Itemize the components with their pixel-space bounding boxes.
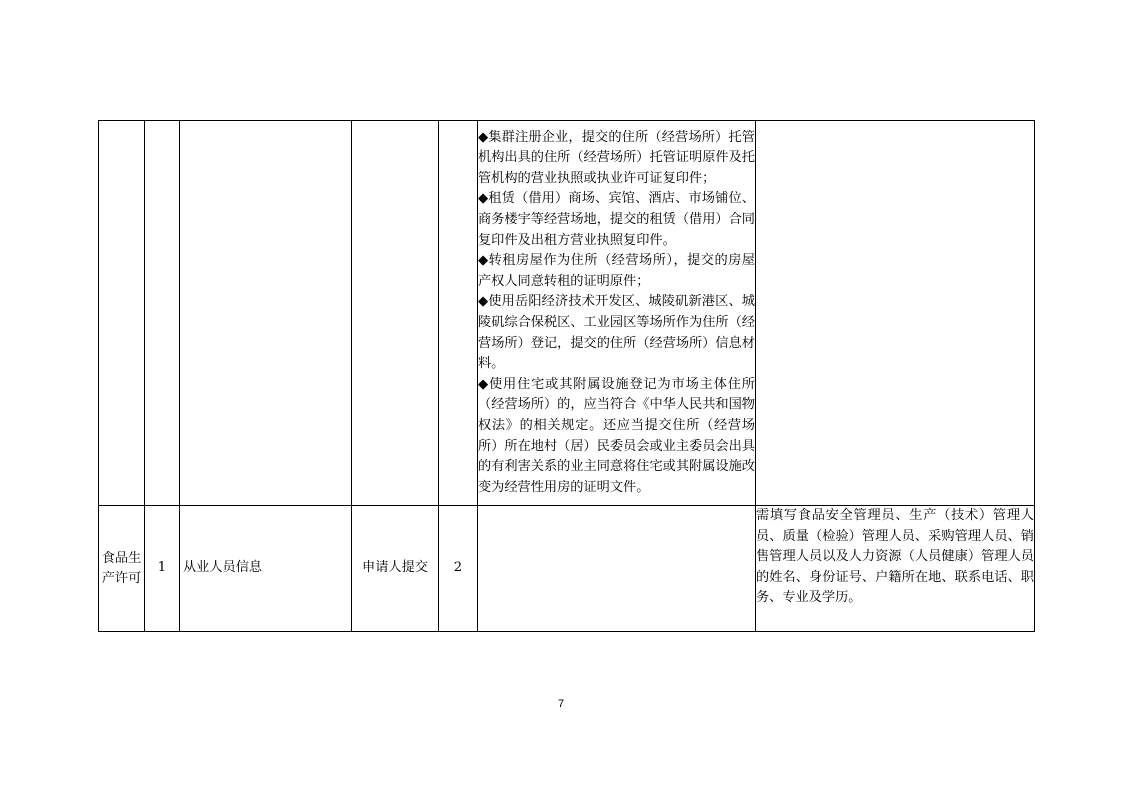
category-cell xyxy=(99,506,145,632)
category-cell xyxy=(99,121,145,506)
category-text: 食品生产许可 xyxy=(101,550,142,586)
material-name-cell: 从业人员信息 xyxy=(180,506,352,632)
table-row xyxy=(99,506,1035,632)
materials-table xyxy=(98,120,1035,632)
requirement-item-lease: ◆租赁（借用）商场、宾馆、酒店、市场铺位、商务楼宇等经营场地，提交的租赁（借用）合同复印件及出租方营业执照复印件。 xyxy=(478,191,755,248)
number-cell: 1 xyxy=(145,506,180,632)
requirement-item-residential-use: ◆使用住宅或其附属设施登记为市场主体住所（经营场所）的，应当符合《中华人民共和国物权法》的相关规定。还应当提交住所（经营场所）所在地村（居）民委员会或业主委员会出具的有利害关系的业主同意将住宅或其附属设施改变为经营性用房的证明文件。 xyxy=(478,376,755,495)
source-cell xyxy=(352,121,439,506)
copies-cell xyxy=(439,121,478,506)
requirements-cell xyxy=(478,121,756,506)
requirement-item-development-zone: ◆使用岳阳经济技术开发区、城陵矶新港区、城陵矶综合保税区、工业园区等场所作为住所（经营场所）登记，提交的住所（经营场所）信息材料。 xyxy=(478,294,755,372)
requirements-cell xyxy=(478,506,756,632)
table-row xyxy=(99,121,1035,506)
material-name-cell xyxy=(180,121,352,506)
requirement-item-hosted-registration: ◆集群注册企业，提交的住所（经营场所）托管机构出具的住所（经营场所）托管证明原件及托管机构的营业执照或执业许可证复印件； xyxy=(478,129,755,186)
page-number: 7 xyxy=(557,698,565,710)
note-cell: 需填写食品安全管理员、生产（技术）管理人员、质量（检验）管理人员、采购管理人员、销售管理人员以及人力资源（人员健康）管理人员的姓名、身份证号、户籍所在地、联系电话、职务、专业及学历。 xyxy=(756,506,1035,632)
copies-cell: 2 xyxy=(439,506,478,632)
source-cell: 申请人提交 xyxy=(352,506,439,632)
requirement-item-sublease: ◆转租房屋作为住所（经营场所），提交的房屋产权人同意转租的证明原件； xyxy=(478,253,755,289)
number-cell xyxy=(145,121,180,506)
note-cell xyxy=(756,121,1035,506)
